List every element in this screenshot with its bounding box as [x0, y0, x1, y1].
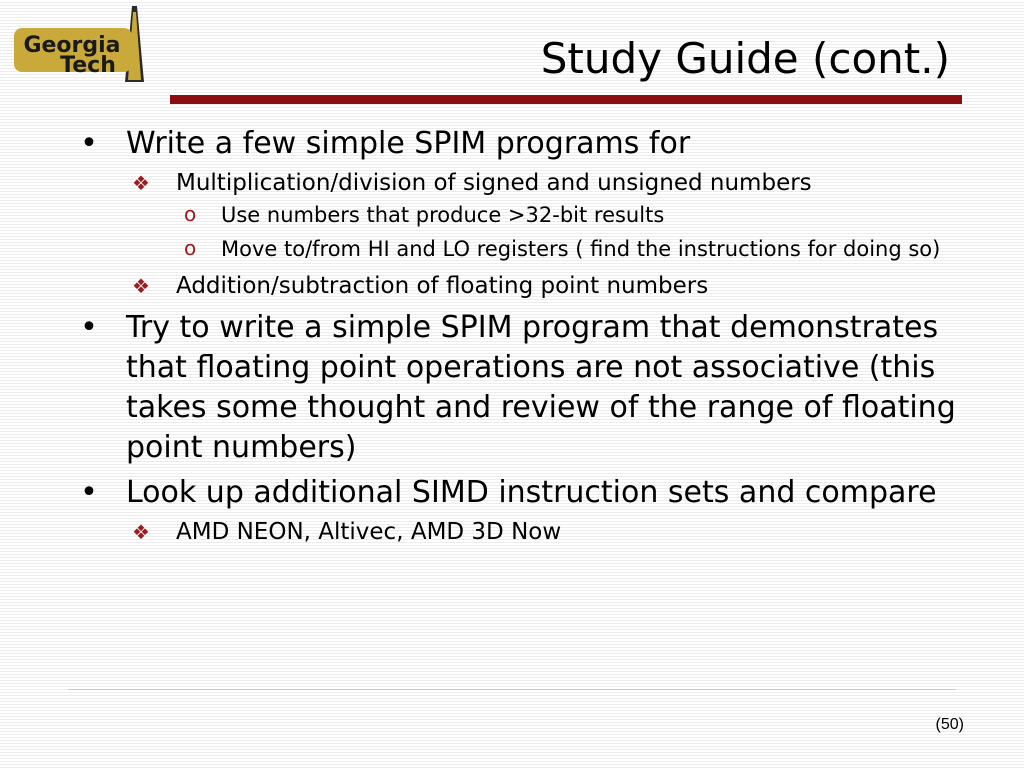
sub-bullet-item — [126, 515, 968, 549]
bullet-dot-icon: • — [80, 475, 98, 510]
circle-bullet-icon: o — [184, 236, 197, 260]
sub-bullet-text: AMD NEON, Altivec, AMD 3D Now — [176, 519, 562, 545]
footer-divider — [68, 689, 956, 690]
bullet-dot-icon: • — [80, 126, 98, 161]
georgia-tech-logo — [10, 2, 150, 82]
sub-bullet-item — [126, 269, 968, 303]
bullet-item — [68, 473, 968, 549]
diamond-bullet-icon: ❖ — [132, 274, 150, 298]
sub-sub-bullet-item — [176, 234, 968, 265]
bullet-text: Look up additional SIMD instruction sets and compare — [126, 475, 937, 510]
circle-bullet-icon: o — [184, 202, 197, 226]
sub-bullet-text: Addition/subtraction of floating point numbers — [176, 273, 709, 299]
slide-title: Study Guide (cont.) — [540, 34, 950, 83]
sub-sub-bullet-item — [176, 200, 968, 231]
diamond-bullet-icon: ❖ — [132, 520, 150, 544]
page-number: (50) — [935, 716, 964, 733]
logo-text-line1: Georgia — [23, 33, 121, 58]
sub-sub-bullet-text: Move to/from HI and LO registers ( find the instructions for doing so) — [221, 237, 941, 261]
bullet-item — [68, 308, 968, 468]
sub-bullet-item — [126, 166, 968, 265]
slide-content — [68, 124, 968, 554]
bullet-item — [68, 124, 968, 303]
bullet-list — [68, 124, 968, 549]
sub-bullet-text: Multiplication/division of signed and unsigned numbers — [176, 170, 812, 196]
sub-sub-bullet-text: Use numbers that produce >32-bit results — [221, 203, 665, 227]
sub-sub-bullet-list — [176, 200, 968, 265]
bullet-dot-icon: • — [80, 310, 98, 345]
bullet-text: Try to write a simple SPIM program that demonstrates that floating point operations are not associative (this takes some thought and review of the range of floating point numbers) — [126, 310, 956, 465]
logo-text-line2: Tech — [60, 53, 116, 78]
bullet-text: Write a few simple SPIM programs for — [126, 126, 691, 161]
sub-bullet-list — [126, 166, 968, 303]
title-underline — [170, 95, 962, 104]
diamond-bullet-icon: ❖ — [132, 171, 150, 195]
sub-bullet-list — [126, 515, 968, 549]
